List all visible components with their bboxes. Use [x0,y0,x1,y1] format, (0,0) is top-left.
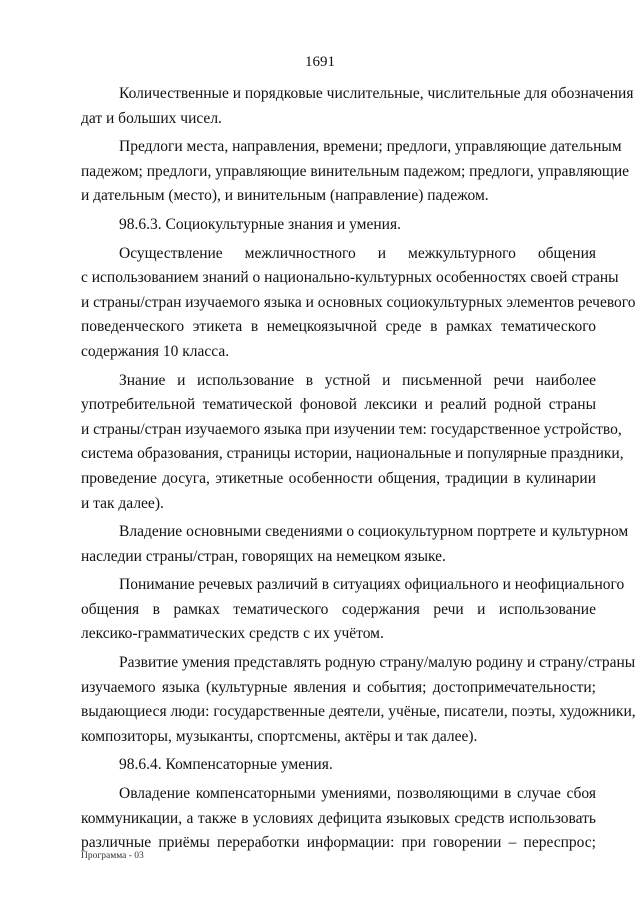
text-line: Развитие умения представлять родную страну/малую родину и страну/страны [119,654,636,672]
paragraph [81,82,634,131]
text-line: падежом; предлоги, управляющие винительным падежом; предлоги, управляющие [81,162,630,180]
paragraph [81,135,630,209]
text-line: Понимание речевых различий в ситуациях официального и неофициального [119,576,625,594]
text-line: изучаемого языка (культурные явления и события; достопримечательности; [81,678,596,696]
text-line: Осуществление межличностного и межкультурного общения [119,244,596,262]
text-line: с использованием знаний о национально-культурных особенностях своей страны [81,269,619,287]
paragraph [81,753,596,778]
text-line: Знание и использование в устной и письменной речи наиболее [119,371,596,389]
paragraph [81,369,624,517]
text-line: употребительной тематической фоновой лексики и реалий родной страны [81,396,596,414]
paragraph [81,242,636,365]
text-line: композиторы, музыканты, спортсмены, актёры и так далее). [81,727,478,745]
paragraph [81,213,596,238]
text-line: поведенческого этикета в немецкоязычной среде в рамках тематического [81,318,596,336]
text-line: и так далее). [81,494,164,512]
text-line: и страны/стран изучаемого языка и основных социокультурных элементов речевого [81,293,636,311]
text-line: лексико-грамматических средств с их учётом. [81,625,384,643]
page-footer: Программа - 03 [81,851,144,861]
text-line: Количественные и порядковые числительные, числительные для обозначения [119,85,634,102]
text-line: Овладение компенсаторными умениями, позволяющими в случае сбоя [119,785,596,803]
text-line: и дательным (место), и винительным (направление) падежом. [81,187,489,205]
text-line: различные приёмы переработки информации: при говорении – переспрос; [81,834,596,852]
paragraph [81,651,636,749]
text-line: Предлоги места, направления, времени; предлоги, управляющие дательным [119,138,622,156]
text-line: 98.6.3. Социокультурные знания и умения. [119,215,401,233]
paragraph [81,573,625,647]
text-line: наследии страны/стран, говорящих на немецком языке. [81,547,446,565]
text-line: Владение основными сведениями о социокультурном портрете и культурном [119,523,629,541]
text-line: общения в рамках тематического содержания речи и использование [81,600,596,618]
paragraph [81,782,596,856]
text-line: система образования, страницы истории, национальные и популярные праздники, [81,445,624,463]
page-number: 1691 [305,54,335,70]
document-body [81,82,636,856]
paragraph [81,520,629,569]
text-line: коммуникации, а также в условиях дефицита языковых средств использовать [81,809,596,827]
text-line: и страны/стран изучаемого языка при изучении тем: государственное устройство, [81,420,622,438]
text-line: содержания 10 класса. [81,342,230,360]
text-line: проведение досуга, этикетные особенности общения, традиции в кулинарии [81,469,596,487]
text-line: дат и больших чисел. [81,109,222,127]
text-line: 98.6.4. Компенсаторные умения. [119,756,333,774]
text-line: выдающиеся люди: государственные деятели, учёные, писатели, поэты, художники, [81,703,636,721]
